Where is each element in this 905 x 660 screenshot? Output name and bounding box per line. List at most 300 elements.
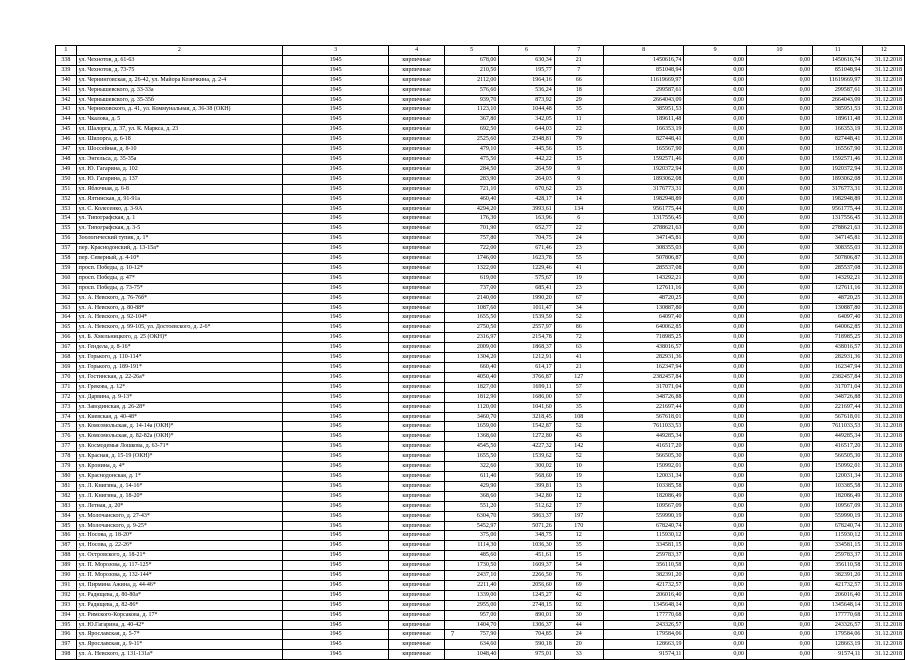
table-cell: 15 xyxy=(554,145,603,155)
table-cell: 873,92 xyxy=(499,95,554,105)
table-cell: кирпичные xyxy=(389,273,445,283)
table-cell: 1245,27 xyxy=(499,590,554,600)
table-cell: 1041,60 xyxy=(499,402,554,412)
table-cell: ул. Горького, д. 110-114* xyxy=(76,353,282,363)
table-cell: 31.12.2018 xyxy=(863,442,905,452)
table-cell: 9561775,44 xyxy=(603,204,684,214)
table-cell: 15 xyxy=(554,551,603,561)
table-cell: 0,00 xyxy=(746,343,812,353)
table-cell: 737,00 xyxy=(444,283,498,293)
table-cell: 1945 xyxy=(282,343,388,353)
table-cell: 1945 xyxy=(282,561,388,571)
table-cell: 115930,12 xyxy=(603,531,684,541)
table-cell: 300,02 xyxy=(499,462,554,472)
table-cell: 31.12.2018 xyxy=(863,293,905,303)
table-cell: 2056,60 xyxy=(499,580,554,590)
table-cell: 1945 xyxy=(282,432,388,442)
table-cell: 1945 xyxy=(282,115,388,125)
table-cell: 1730,50 xyxy=(444,561,498,571)
table-cell: 0,00 xyxy=(746,491,812,501)
table-cell: 76 xyxy=(554,571,603,581)
table-cell: Зоологический тупик, д. 1* xyxy=(76,234,282,244)
table-cell: 342 xyxy=(56,95,77,105)
table-cell: 11 xyxy=(554,115,603,125)
table-cell: 130887,80 xyxy=(813,303,863,313)
table-cell: 284,50 xyxy=(444,164,498,174)
page-number: 7 xyxy=(450,630,455,638)
table-cell: 0,00 xyxy=(684,184,746,194)
table-cell: 1945 xyxy=(282,313,388,323)
table-cell: 339 xyxy=(56,65,77,75)
table-cell: 0,00 xyxy=(684,363,746,373)
table-cell: 347 xyxy=(56,145,77,155)
table-cell: 3460,70 xyxy=(444,412,498,422)
table-cell: ул. Горького, д. 189-191* xyxy=(76,363,282,373)
table-cell: 1945 xyxy=(282,75,388,85)
table-cell: 394 xyxy=(56,610,77,620)
table-cell: 355 xyxy=(56,224,77,234)
table-cell: 1945 xyxy=(282,55,388,65)
table-cell: 0,00 xyxy=(684,343,746,353)
table-cell: ул. П. Морозова, д. 117-125* xyxy=(76,561,282,571)
table-cell: 350 xyxy=(56,174,77,184)
table-cell: 259783,37 xyxy=(603,551,684,561)
table-cell: 31.12.2018 xyxy=(863,164,905,174)
table-cell: 396 xyxy=(56,630,77,640)
table-cell: 299587,61 xyxy=(603,85,684,95)
table-cell: 368 xyxy=(56,353,77,363)
table-cell: ул. Радищева, д. 82-86* xyxy=(76,600,282,610)
table-cell: 41 xyxy=(554,353,603,363)
table-cell: 3993,61 xyxy=(499,204,554,214)
table-cell: 1945 xyxy=(282,571,388,581)
table-cell: просп. Победы, д. 73-75* xyxy=(76,283,282,293)
table-cell: 2009,00 xyxy=(444,343,498,353)
table-cell: 31.12.2018 xyxy=(863,412,905,422)
table-cell: 1920372,94 xyxy=(603,164,684,174)
table-cell: 351 xyxy=(56,184,77,194)
table-cell: ул. А. Невского, д. 92-104* xyxy=(76,313,282,323)
table-cell: 1945 xyxy=(282,481,388,491)
table-row xyxy=(56,620,905,630)
table-cell: 15 xyxy=(554,154,603,164)
table-cell: 1123,10 xyxy=(444,105,498,115)
table-cell: кирпичные xyxy=(389,372,445,382)
table-cell: 421732,57 xyxy=(813,580,863,590)
table-cell: 31.12.2018 xyxy=(863,333,905,343)
table-cell: кирпичные xyxy=(389,55,445,65)
table-cell: кирпичные xyxy=(389,630,445,640)
table-cell: 0,00 xyxy=(746,531,812,541)
table-cell: 652,77 xyxy=(499,224,554,234)
table-cell: 308355,03 xyxy=(603,244,684,254)
table-cell: ул. А. Невского, д. 76-76б* xyxy=(76,293,282,303)
table-cell: кирпичные xyxy=(389,392,445,402)
table-cell: 0,00 xyxy=(746,105,812,115)
table-cell: 120031,34 xyxy=(813,471,863,481)
table-cell: 31.12.2018 xyxy=(863,214,905,224)
table-cell: 479,10 xyxy=(444,145,498,155)
table-cell: 31.12.2018 xyxy=(863,224,905,234)
table-cell: 0,00 xyxy=(746,125,812,135)
table-cell: 1114,30 xyxy=(444,541,498,551)
table-cell: кирпичные xyxy=(389,234,445,244)
table-cell: ул. Энгельса, д. 35-35а xyxy=(76,154,282,164)
table-cell: ул. С. Колесенко, д. 3-9А xyxy=(76,204,282,214)
table-cell: 382391,20 xyxy=(603,571,684,581)
table-row xyxy=(56,75,905,85)
table-cell: 31.12.2018 xyxy=(863,343,905,353)
table-cell: 354 xyxy=(56,214,77,224)
table-cell: 0,00 xyxy=(746,571,812,581)
table-cell: 31.12.2018 xyxy=(863,244,905,254)
table-cell: 31.12.2018 xyxy=(863,481,905,491)
table-cell: 1592571,46 xyxy=(603,154,684,164)
table-cell: 701,90 xyxy=(444,224,498,234)
table-cell: 6304,70 xyxy=(444,511,498,521)
table-cell: 43 xyxy=(554,432,603,442)
table-cell: 31.12.2018 xyxy=(863,135,905,145)
table-cell: 9 xyxy=(554,174,603,184)
table-cell: 31.12.2018 xyxy=(863,174,905,184)
table-cell: 576,60 xyxy=(444,85,498,95)
table-cell: 2664043,09 xyxy=(813,95,863,105)
table-cell: 182086,49 xyxy=(603,491,684,501)
table-cell: ул. Шилорга, д. 6-18 xyxy=(76,135,282,145)
table-cell: 52 xyxy=(554,422,603,432)
table-cell: 1945 xyxy=(282,85,388,95)
table-cell: 357 xyxy=(56,244,77,254)
table-cell: 360 xyxy=(56,273,77,283)
table-cell: 348 xyxy=(56,154,77,164)
column-header: 1 xyxy=(56,46,77,56)
table-cell: 42 xyxy=(554,590,603,600)
table-cell: 449285,34 xyxy=(813,432,863,442)
table-cell: 2266,50 xyxy=(499,571,554,581)
table-row xyxy=(56,541,905,551)
table-cell: 31.12.2018 xyxy=(863,125,905,135)
table-cell: 79 xyxy=(554,135,603,145)
table-cell: 1542,87 xyxy=(499,422,554,432)
table-cell: ул. Ялтинская, д. 91-91а xyxy=(76,194,282,204)
table-cell: кирпичные xyxy=(389,353,445,363)
table-cell: 0,00 xyxy=(684,471,746,481)
table-cell: 72 xyxy=(554,333,603,343)
table-cell: 162347,94 xyxy=(813,363,863,373)
table-cell: 210,50 xyxy=(444,65,498,75)
table-cell: 31.12.2018 xyxy=(863,55,905,65)
table-cell: 3766,87 xyxy=(499,372,554,382)
table-cell: 0,00 xyxy=(684,85,746,95)
table-cell: 0,00 xyxy=(684,580,746,590)
table-cell: 31.12.2018 xyxy=(863,452,905,462)
table-cell: 0,00 xyxy=(746,481,812,491)
table-cell: 0,00 xyxy=(746,640,812,650)
table-cell: 634,60 xyxy=(444,640,498,650)
table-cell: кирпичные xyxy=(389,75,445,85)
table-cell: 4545,50 xyxy=(444,442,498,452)
table-cell: ул. Типографская, д. 1 xyxy=(76,214,282,224)
table-cell: кирпичные xyxy=(389,263,445,273)
table-cell: 0,00 xyxy=(684,531,746,541)
table-cell: кирпичные xyxy=(389,164,445,174)
table-cell: 6 xyxy=(554,214,603,224)
table-cell: 0,00 xyxy=(684,452,746,462)
table-cell: кирпичные xyxy=(389,452,445,462)
table-cell: 442,22 xyxy=(499,154,554,164)
table-cell: 391 xyxy=(56,580,77,590)
table-cell: 166353,19 xyxy=(813,125,863,135)
table-cell: 358 xyxy=(56,254,77,264)
table-cell: 334581,15 xyxy=(603,541,684,551)
table-cell: 0,00 xyxy=(746,630,812,640)
table-cell: 393 xyxy=(56,600,77,610)
table-cell: 0,00 xyxy=(684,293,746,303)
table-row xyxy=(56,293,905,303)
table-cell: 1945 xyxy=(282,333,388,343)
table-cell: 182086,49 xyxy=(813,491,863,501)
table-row xyxy=(56,65,905,75)
table-cell: кирпичные xyxy=(389,363,445,373)
table-cell: 1317556,45 xyxy=(813,214,863,224)
table-cell: кирпичные xyxy=(389,481,445,491)
table-cell: 1945 xyxy=(282,323,388,333)
table-cell: 0,00 xyxy=(684,65,746,75)
table-cell: просп. Победы, д. 47* xyxy=(76,273,282,283)
table-cell: 1229,46 xyxy=(499,263,554,273)
table-cell: 611,40 xyxy=(444,471,498,481)
table-cell: 1945 xyxy=(282,452,388,462)
table-cell: ул. Ю.Гагарина, д. 40-42* xyxy=(76,620,282,630)
table-cell: 704,75 xyxy=(499,234,554,244)
table-cell: 373 xyxy=(56,402,77,412)
table-cell: 1539,59 xyxy=(499,313,554,323)
table-cell: 0,00 xyxy=(684,244,746,254)
table-cell: 1945 xyxy=(282,412,388,422)
table-cell: 1655,50 xyxy=(444,452,498,462)
table-cell: 282931,36 xyxy=(813,353,863,363)
table-cell: 375,00 xyxy=(444,531,498,541)
table-cell: кирпичные xyxy=(389,145,445,155)
table-cell: 1945 xyxy=(282,650,388,660)
table-cell: 1655,50 xyxy=(444,313,498,323)
table-row xyxy=(56,154,905,164)
table-cell: ул. Шоссейная, д. 8-10 xyxy=(76,145,282,155)
table-cell: 1945 xyxy=(282,95,388,105)
table-cell: 0,00 xyxy=(746,184,812,194)
table-cell: 678240,74 xyxy=(603,521,684,531)
table-cell: 5863,37 xyxy=(499,511,554,521)
table-cell: кирпичные xyxy=(389,283,445,293)
table-cell: 1945 xyxy=(282,551,388,561)
table-cell: 361 xyxy=(56,283,77,293)
column-header: 8 xyxy=(603,46,684,56)
table-cell: 31.12.2018 xyxy=(863,154,905,164)
table-cell: 345 xyxy=(56,125,77,135)
table-cell: ул. Летная, д. 20* xyxy=(76,501,282,511)
table-cell: 334581,15 xyxy=(813,541,863,551)
table-cell: 390 xyxy=(56,571,77,581)
table-cell: ул. Чехнотов, д. 73-75 xyxy=(76,65,282,75)
table-cell: 31.12.2018 xyxy=(863,382,905,392)
table-row xyxy=(56,491,905,501)
table-cell: 31.12.2018 xyxy=(863,194,905,204)
table-cell: 0,00 xyxy=(684,521,746,531)
table-cell: 127611,16 xyxy=(813,283,863,293)
column-header: 9 xyxy=(684,46,746,56)
table-cell: кирпичные xyxy=(389,174,445,184)
table-cell: 1945 xyxy=(282,402,388,412)
table-cell: 143292,21 xyxy=(603,273,684,283)
table-cell: 1945 xyxy=(282,363,388,373)
table-cell: 179584,06 xyxy=(813,630,863,640)
table-cell: 34 xyxy=(554,303,603,313)
table-cell: 259783,37 xyxy=(813,551,863,561)
table-cell: кирпичные xyxy=(389,184,445,194)
table-cell: 0,00 xyxy=(746,154,812,164)
table-cell: 0,00 xyxy=(684,551,746,561)
table-cell: 353 xyxy=(56,204,77,214)
table-cell: ул. Черняховского, д. 41, ул. Коммунальная, д. 36-38 (ОКН) xyxy=(76,105,282,115)
table-cell: 0,00 xyxy=(684,392,746,402)
table-cell: 1945 xyxy=(282,194,388,204)
table-cell: кирпичные xyxy=(389,293,445,303)
table-cell: 317071,04 xyxy=(813,382,863,392)
table-cell: 721,10 xyxy=(444,184,498,194)
table-cell: кирпичные xyxy=(389,521,445,531)
table-cell: 31.12.2018 xyxy=(863,204,905,214)
table-cell: 41 xyxy=(554,263,603,273)
table-cell: 282931,36 xyxy=(603,353,684,363)
table-cell: 678,00 xyxy=(444,55,498,65)
table-cell: 0,00 xyxy=(684,204,746,214)
table-cell: ул. Молочанского, д. 9-25* xyxy=(76,521,282,531)
table-cell: 31.12.2018 xyxy=(863,263,905,273)
table-cell: 31.12.2018 xyxy=(863,363,905,373)
table-row xyxy=(56,95,905,105)
table-cell: 86 xyxy=(554,323,603,333)
table-cell: 0,00 xyxy=(746,501,812,511)
table-cell: 0,00 xyxy=(746,174,812,184)
table-row xyxy=(56,273,905,283)
table-cell: 0,00 xyxy=(684,650,746,660)
table-cell: 757,80 xyxy=(444,234,498,244)
table-cell: 718985,25 xyxy=(603,333,684,343)
table-cell: 3176773,31 xyxy=(603,184,684,194)
table-cell: 359 xyxy=(56,263,77,273)
table-cell: 395 xyxy=(56,620,77,630)
table-cell: 150992,01 xyxy=(813,462,863,472)
table-cell: 0,00 xyxy=(746,204,812,214)
table-cell: ул. Чернинговская, д. 26-42, ул. Майора Козичкина, д. 2-4 xyxy=(76,75,282,85)
table-cell: 0,00 xyxy=(684,115,746,125)
table-cell: 1945 xyxy=(282,580,388,590)
table-cell: 341 xyxy=(56,85,77,95)
table-cell: 4227,32 xyxy=(499,442,554,452)
table-cell: 0,00 xyxy=(746,561,812,571)
table-cell: 283,90 xyxy=(444,174,498,184)
table-cell: 1317556,45 xyxy=(603,214,684,224)
table-cell: ул. Носова, д. 18-20* xyxy=(76,531,282,541)
table-cell: 678240,74 xyxy=(813,521,863,531)
table-cell: 1868,37 xyxy=(499,343,554,353)
table-cell: 0,00 xyxy=(684,501,746,511)
table-cell: 1945 xyxy=(282,491,388,501)
table-cell: 1272,80 xyxy=(499,432,554,442)
table-cell: 0,00 xyxy=(684,254,746,264)
table-cell: 1945 xyxy=(282,392,388,402)
table-cell: 0,00 xyxy=(684,214,746,224)
table-cell: 166353,19 xyxy=(603,125,684,135)
table-cell: 366 xyxy=(56,333,77,343)
table-cell: 31.12.2018 xyxy=(863,313,905,323)
table-cell: 31.12.2018 xyxy=(863,65,905,75)
table-cell: 9 xyxy=(554,164,603,174)
table-cell: 660,40 xyxy=(444,363,498,373)
table-row xyxy=(56,303,905,313)
table-cell: 12 xyxy=(554,531,603,541)
table-cell: 0,00 xyxy=(684,432,746,442)
table-cell: 890,01 xyxy=(499,610,554,620)
table-cell: 69 xyxy=(554,580,603,590)
table-cell: 0,00 xyxy=(684,263,746,273)
table-cell: 377 xyxy=(56,442,77,452)
table-row xyxy=(56,412,905,422)
table-cell: 0,00 xyxy=(684,382,746,392)
table-cell: 197 xyxy=(554,511,603,521)
table-cell: 1609,37 xyxy=(499,561,554,571)
table-row xyxy=(56,590,905,600)
table-cell: 347145,81 xyxy=(813,234,863,244)
table-cell: 1306,37 xyxy=(499,620,554,630)
table-cell: 371 xyxy=(56,382,77,392)
table-cell: 346 xyxy=(56,135,77,145)
table-cell: 0,00 xyxy=(684,402,746,412)
table-cell: 365 xyxy=(56,323,77,333)
table-cell: 438016,57 xyxy=(813,343,863,353)
table-cell: ул. Чернышевского, д. 35-35б xyxy=(76,95,282,105)
table-cell: 31.12.2018 xyxy=(863,75,905,85)
table-row xyxy=(56,382,905,392)
table-cell: 692,50 xyxy=(444,125,498,135)
table-cell: 14 xyxy=(554,194,603,204)
table-cell: 31.12.2018 xyxy=(863,511,905,521)
table-cell: 162347,94 xyxy=(603,363,684,373)
table-cell: 103385,58 xyxy=(813,481,863,491)
table-cell: 31.12.2018 xyxy=(863,491,905,501)
table-cell: 0,00 xyxy=(684,105,746,115)
table-cell: 349 xyxy=(56,164,77,174)
table-cell: 671,46 xyxy=(499,244,554,254)
table-cell: кирпичные xyxy=(389,135,445,145)
table-cell: 356110,58 xyxy=(603,561,684,571)
table-cell: 1812,90 xyxy=(444,392,498,402)
table-cell: 7611033,53 xyxy=(603,422,684,432)
table-cell: 9561775,44 xyxy=(813,204,863,214)
table-cell: 0,00 xyxy=(746,382,812,392)
table-cell: 367 xyxy=(56,343,77,353)
table-cell: пер. Северный, д. 4-10* xyxy=(76,254,282,264)
table-cell: 44 xyxy=(554,620,603,630)
table-row xyxy=(56,462,905,472)
table-row xyxy=(56,640,905,650)
table-cell: кирпичные xyxy=(389,65,445,75)
table-cell: кирпичные xyxy=(389,95,445,105)
table-cell: 150992,01 xyxy=(603,462,684,472)
table-row xyxy=(56,164,905,174)
table-cell: 35 xyxy=(554,541,603,551)
table-cell: 344 xyxy=(56,115,77,125)
